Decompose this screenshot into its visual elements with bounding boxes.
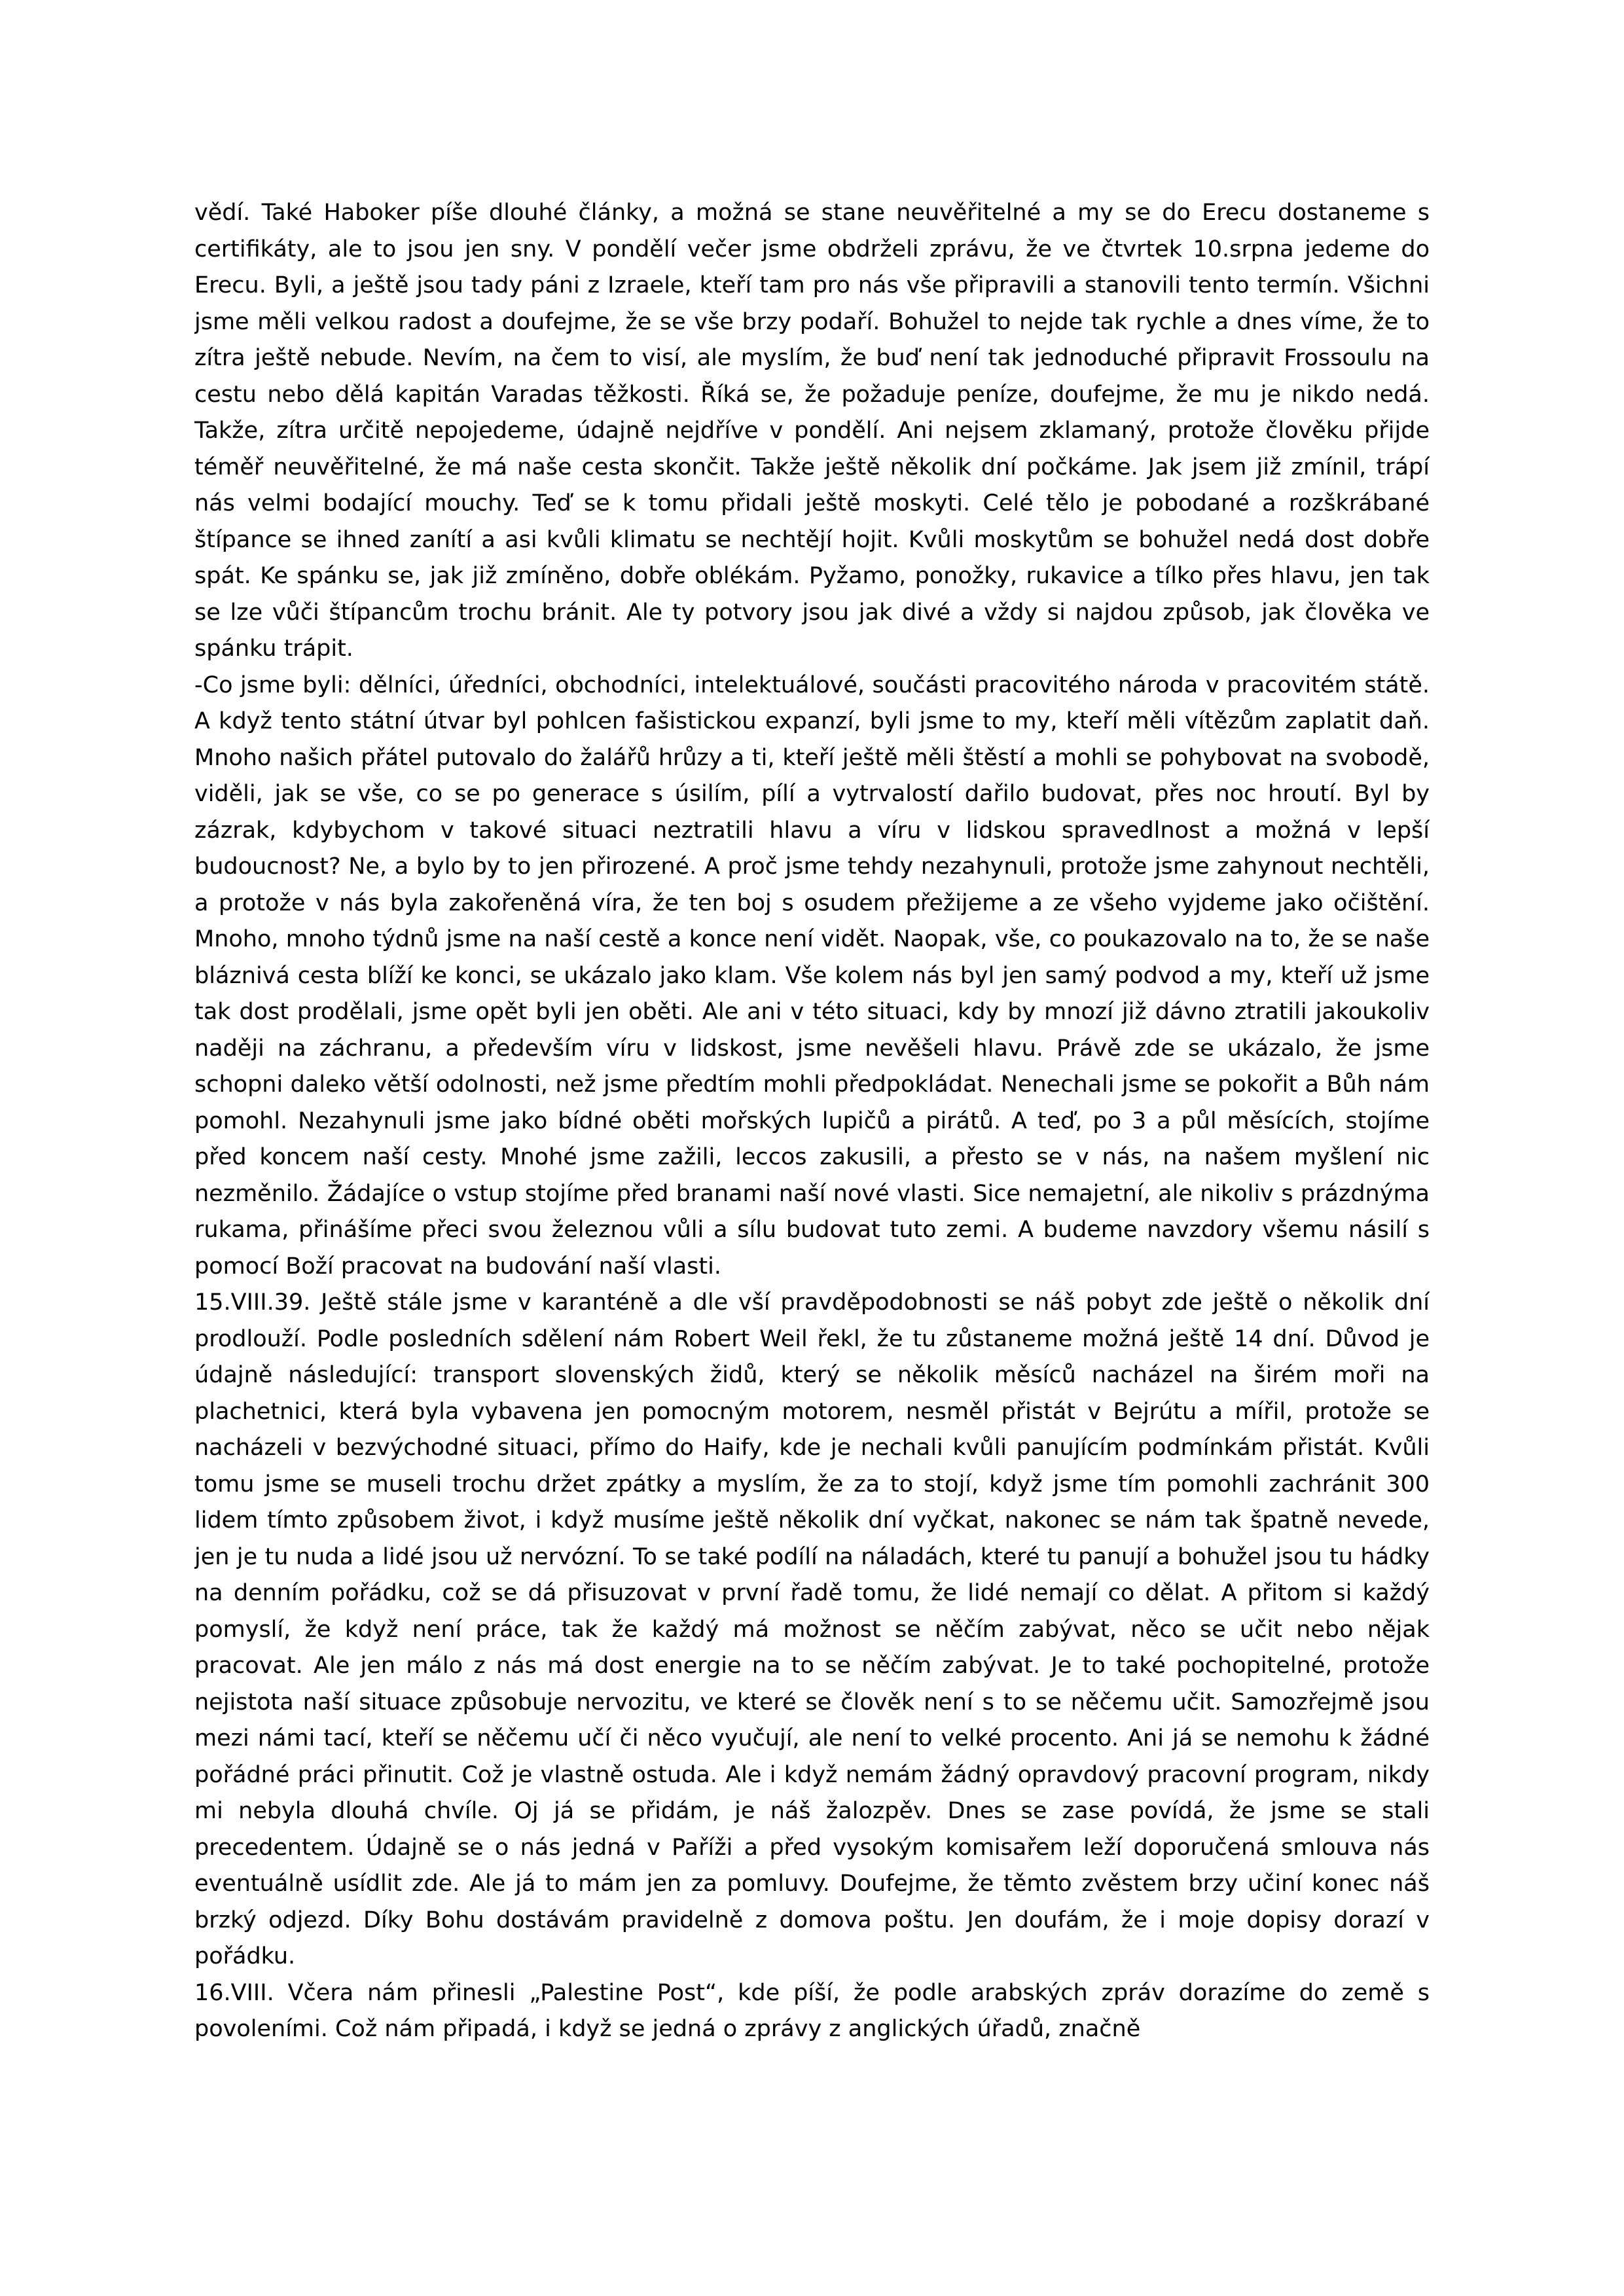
paragraph-entry-15-viii-39: 15.VIII.39. Ještě stále jsme v karanténě a dle vší pravděpodobnosti se náš pobyt zde ještě o několik dní prodlouží. Podle posledních sdělení nám Robert Weil řekl, že tu zůstaneme možná ještě 14 dní. Důvod je údajně následující: transport slovenských židů, který se několik měsíců nacházel na širém moři na plachetnici, která byla vybavena jen pomocným motorem, nesměl přistát v Bejrútu a mířil, protože se nacházeli v bezvýchodné situaci, přímo do Haify, kde je nechali kvůli panujícím podmínkám přistát. Kvůli tomu jsme se museli trochu držet zpátky a myslím, že za to stojí, když jsme tím pomohli zachránit 300 lidem tímto způsobem život, i když musíme ještě několik dní vyčkat, nakonec se nám tak špatně nevede, jen je tu nuda a lidé jsou už nervózní. To se také podílí na náladách, které tu panují a bohužel jsou tu hádky na denním pořádku, což se dá přisuzovat v první řadě tomu, že lidé nemají co dělat. A přitom si každý pomyslí, že když není práce, tak že každý má možnost se něčím zabývat, něco se učit nebo nějak pracovat. Ale jen málo z nás má dost energie na to se něčím zabývat. Je to také pochopitelné, protože nejistota naší situace způsobuje nervozitu, ve které se člověk není s to se něčemu učit. Samozřejmě jsou mezi námi tací, kteří se něčemu učí či něco vyučují, ale není to velké procento. Ani já se nemohu k žádné pořádné práci přinutit. Což je vlastně ostuda. Ale i když nemám žádný opravdový pracovní program, nikdy mi nebyla dlouhá chvíle. Oj já se přidám, je náš žalozpěv. Dnes se zase povídá, že jsme se stali precedentem. Údajně se o nás jedná v Paříži a před vysokým komisařem leží doporučená smlouva nás eventuálně usídlit zde. Ale já to mám jen za pomluvy. Doufejme, že těmto zvěstem brzy učiní konec náš brzký odjezd. Díky Bohu dostávám pravidelně z domova poštu. Jen doufám, že i moje dopisy dorazí v pořádku.: [194, 1289, 1430, 1969]
paragraph-reflection: -Co jsme byli: dělníci, úředníci, obchodníci, intelektuálové, součásti pracovitého národa v pracovitém státě. A když tento státní útvar byl pohlcen fašistickou expanzí, byli jsme to my, kteří měli vítězům zaplatit daň. Mnoho našich přátel putovalo do žalářů hrůzy a ti, kteří ještě měli štěstí a mohli se pohybovat na svobodě, viděli, jak se vše, co se po generace s úsilím, pílí a vytrvalostí dařilo budovat, přes noc hroutí. Byl by zázrak, kdybychom v takové situaci neztratili hlavu a víru v lidskou spravedlnost a možná v lepší budoucnost? Ne, a bylo by to jen přirozené. A proč jsme tehdy nezahynuli, protože jsme zahynout nechtěli, a protože v nás byla zakořeněná víra, že ten boj s osudem přežijeme a ze všeho vyjdeme jako očištění. Mnoho, mnoho týdnů jsme na naší cestě a konce není vidět. Naopak, vše, co poukazovalo na to, že se naše bláznivá cesta blíží ke konci, se ukázalo jako klam. Vše kolem nás byl jen samý podvod a my, kteří už jsme tak dost prodělali, jsme opět byli jen oběti. Ale ani v této situaci, kdy by mnozí již dávno ztratili jakoukoliv naději na záchranu, a především víru v lidskost, jsme nevěšeli hlavu. Právě zde se ukázalo, že jsme schopni daleko větší odolnosti, než jsme předtím mohli předpokládat. Nenechali jsme se pokořit a Bůh nám pomohl. Nezahynuli jsme jako bídné oběti mořských lupičů a pirátů. A teď, po 3 a půl měsících, stojíme před koncem naší cesty. Mnohé jsme zažili, leccos zakusili, a přesto se v nás, na našem myšlení nic nezměnilo. Žádajíce o vstup stojíme před branami naší nové vlasti. Sice nemajetní, ale nikoliv s prázdnýma rukama, přinášíme přeci svou železnou vůli a sílu budovat tuto zemi. A budeme navzdory všemu násilí s pomocí Boží pracovat na budování naší vlasti.: [194, 672, 1430, 1280]
paragraph-quarantine-news: vědí. Také Haboker píše dlouhé články, a možná se stane neuvěřitelné a my se do Erecu dostaneme s certifikáty, ale to jsou jen sny. V pondělí večer jsme obdrželi zprávu, že ve čtvrtek 10.srpna jedeme do Erecu. Byli, a ještě jsou tady páni z Izraele, kteří tam pro nás vše připravili a stanovili tento termín. Všichni jsme měli velkou radost a doufejme, že se vše brzy podaří. Bohužel to nejde tak rychle a dnes víme, že to zítra ještě nebude. Nevím, na čem to visí, ale myslím, že buď není tak jednoduché připravit Frossoulu na cestu nebo dělá kapitán Varadas těžkosti. Říká se, že požaduje peníze, doufejme, že mu je nikdo nedá. Takže, zítra určitě nepojedeme, údajně nejdříve v pondělí. Ani nejsem zklamaný, protože člověku přijde téměř neuvěřitelné, že má naše cesta skončit. Takže ještě několik dní počkáme. Jak jsem již zmínil, trápí nás velmi bodající mouchy. Teď se k tomu přidali ještě moskyti. Celé tělo je pobodané a rozškrábané štípance se ihned zanítí a asi kvůli klimatu se nechtějí hojit. Kvůli moskytům se bohužel nedá dost dobře spát. Ke spánku se, jak již zmíněno, dobře oblékám. Pyžamo, ponožky, rukavice a tílko přes hlavu, jen tak se lze vůči štípancům trochu bránit. Ale ty potvory jsou jak divé a vždy si najdou způsob, jak člověka ve spánku trápit.: [194, 200, 1430, 662]
paragraph-entry-16-viii: 16.VIII. Včera nám přinesli „Palestine Post“, kde píší, že podle arabských zpráv dorazíme do země s povoleními. Což nám připadá, i když se jedná o zprávy z anglických úřadů, značně: [194, 1979, 1430, 2042]
document-page: [194, 195, 1430, 2185]
